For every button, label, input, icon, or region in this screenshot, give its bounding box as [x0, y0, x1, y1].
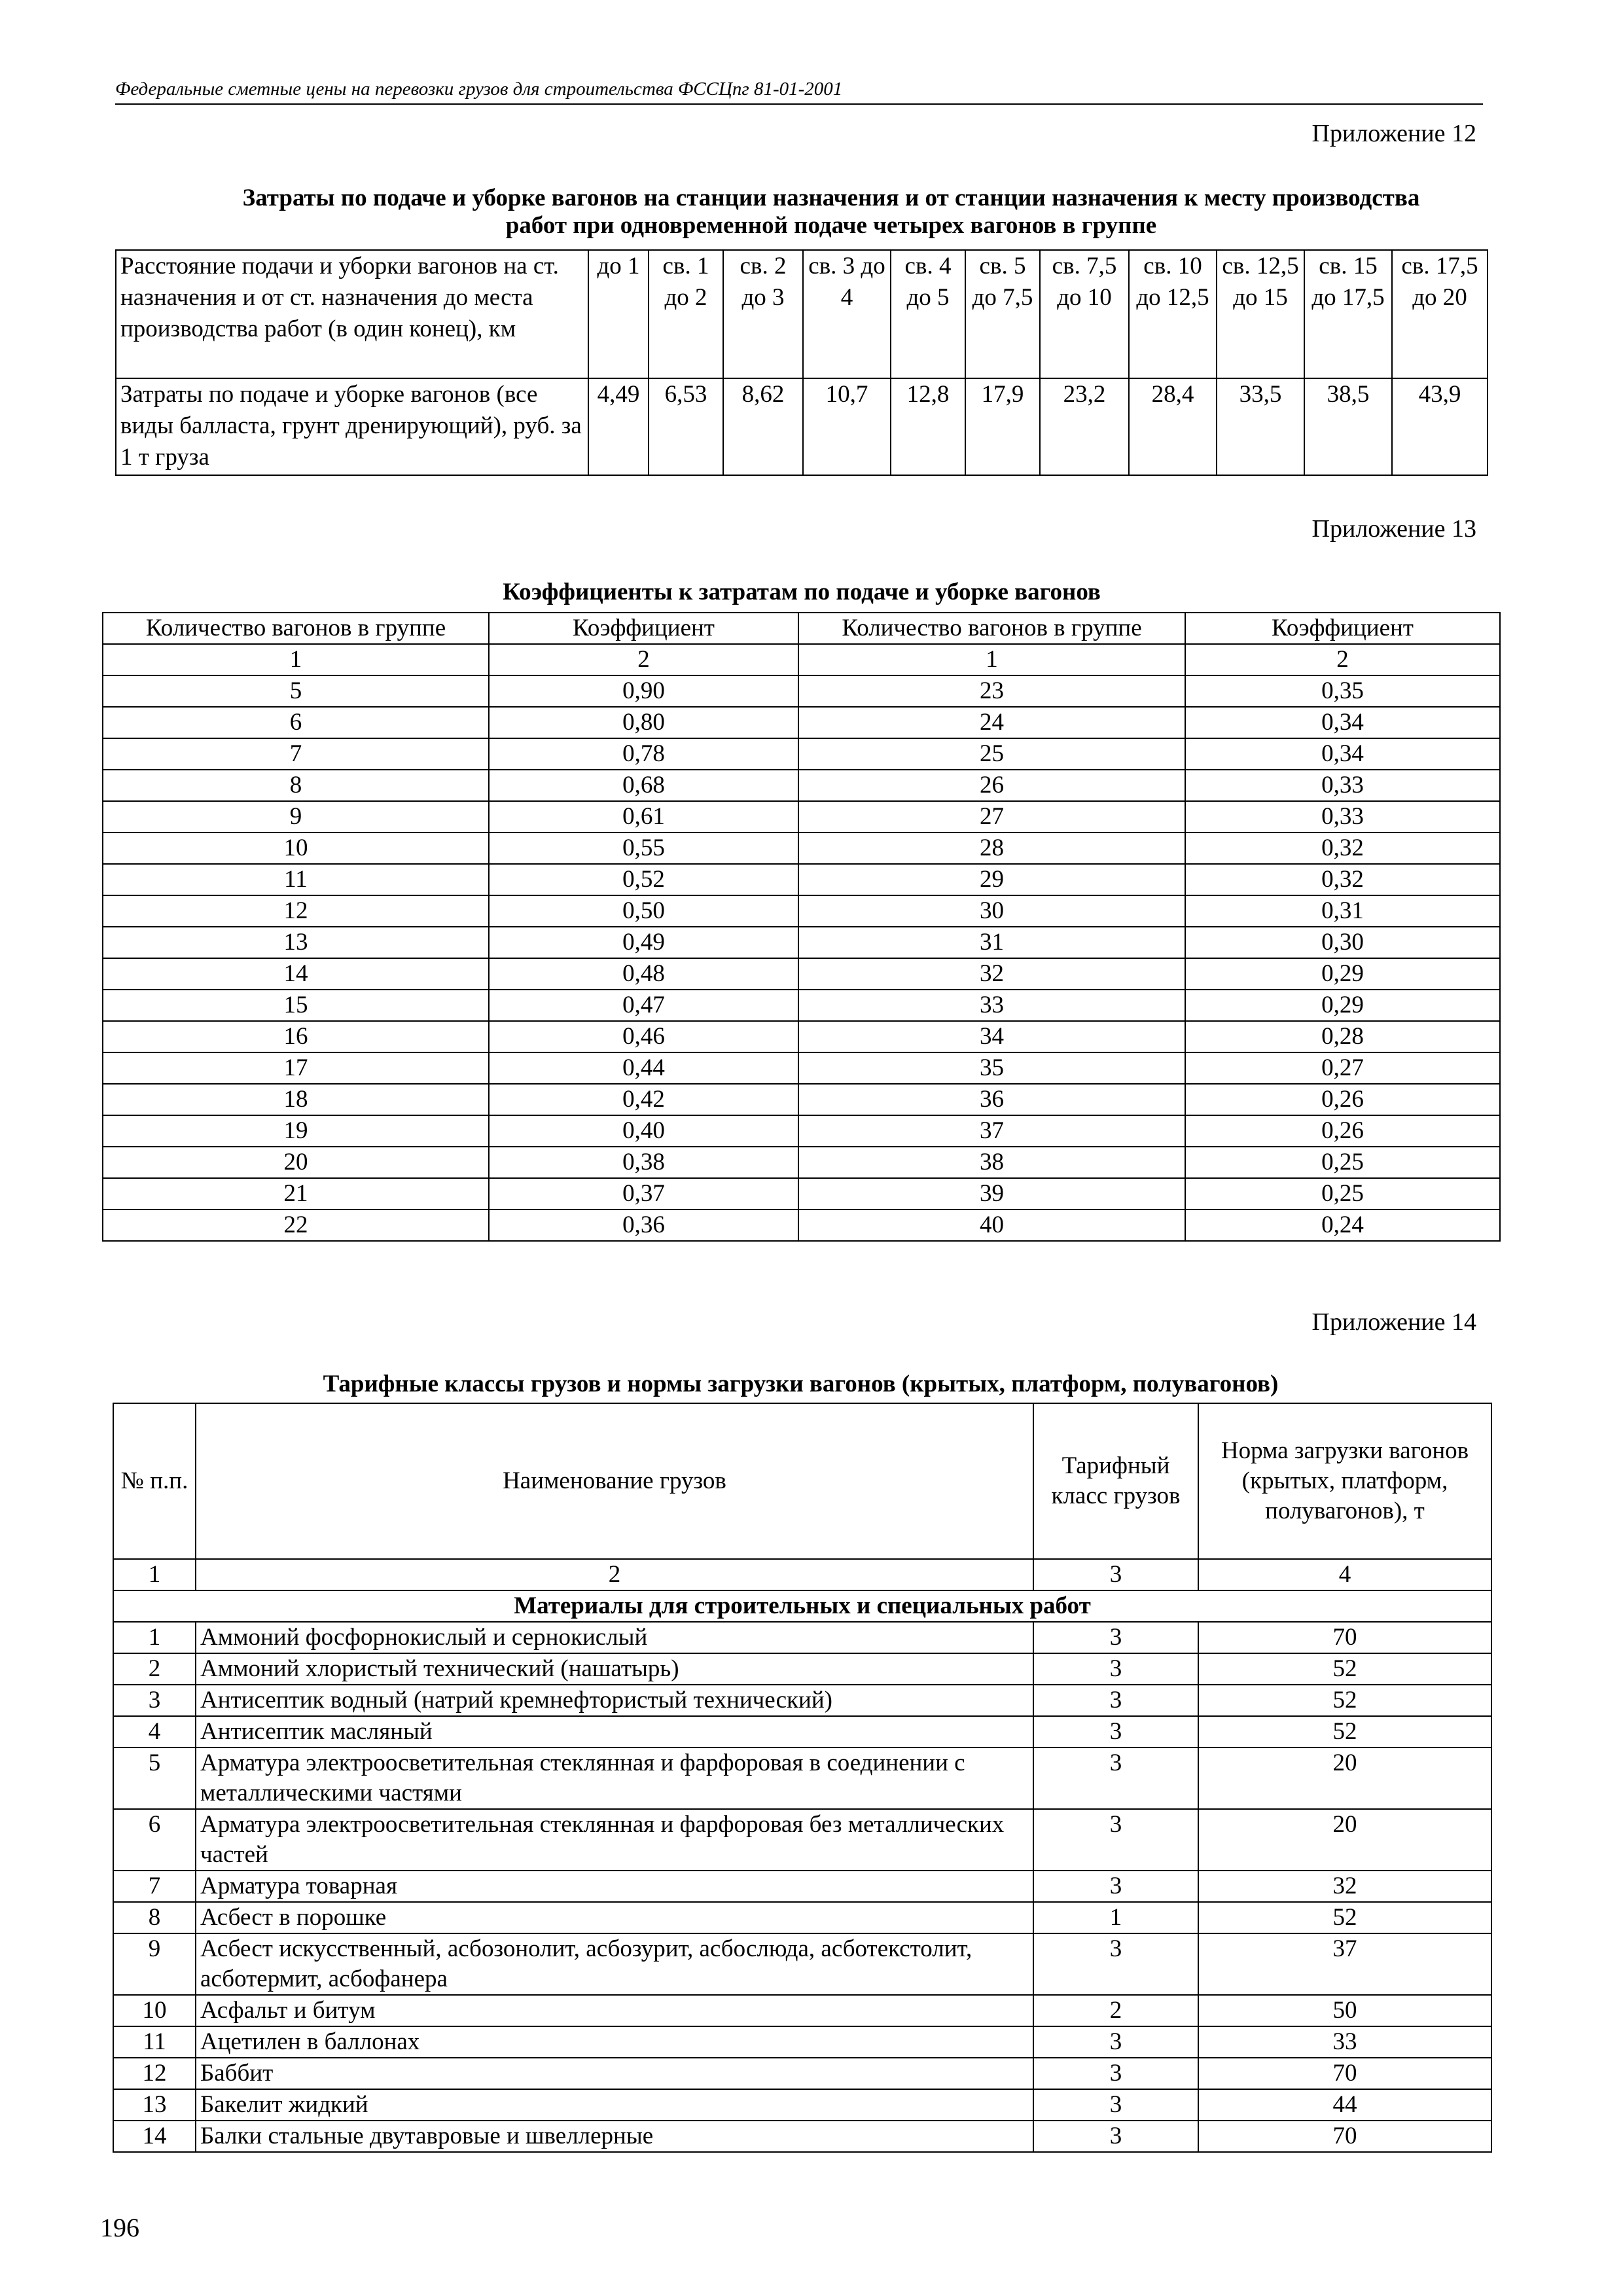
cargo-load-norm: 20 — [1198, 1748, 1491, 1809]
cargo-tariff-class: 3 — [1033, 1622, 1198, 1653]
distance-col: св. 1 до 2 — [649, 250, 723, 378]
cargo-load-norm: 52 — [1198, 1653, 1491, 1685]
coef-header-row — [103, 613, 1500, 644]
coef-row — [103, 675, 1500, 707]
distance-col: св. 7,5 до 10 — [1040, 250, 1129, 378]
coef-value: 0,36 — [489, 1210, 798, 1241]
coef-row — [103, 770, 1500, 801]
cargo-tariff-class: 3 — [1033, 1653, 1198, 1685]
coef-wagon-count: 21 — [103, 1178, 489, 1210]
cost-value: 17,9 — [965, 378, 1040, 475]
distance-col: св. 15 до 17,5 — [1304, 250, 1392, 378]
coef-value: 0,33 — [1185, 770, 1500, 801]
appendix-14-label: Приложение 14 — [1311, 1308, 1476, 1336]
cargo-row — [113, 1902, 1491, 1933]
cargo-tariff-class: 3 — [1033, 2089, 1198, 2121]
coef-wagon-count: 38 — [798, 1147, 1185, 1178]
cargo-tariff-class: 3 — [1033, 1685, 1198, 1716]
coef-wagon-count: 5 — [103, 675, 489, 707]
distance-col: до 1 — [588, 250, 649, 378]
cargo-name: Аммоний фосфорнокислый и сернокислый — [196, 1622, 1033, 1653]
coef-wagon-count: 29 — [798, 864, 1185, 895]
cargo-name: Аммоний хлористый технический (нашатырь) — [196, 1653, 1033, 1685]
coef-wagon-count: 28 — [798, 833, 1185, 864]
cargo-tariff-class: 3 — [1033, 1716, 1198, 1748]
cargo-name: Арматура электроосветительная стеклянная и фарфоровая без металлических частей — [196, 1809, 1033, 1871]
cargo-numbering-row — [113, 1559, 1491, 1590]
coef-value: 0,55 — [489, 833, 798, 864]
cargo-header-number: № п.п. — [113, 1403, 196, 1559]
coef-row — [103, 895, 1500, 927]
cargo-row — [113, 2089, 1491, 2121]
coef-value: 0,44 — [489, 1052, 798, 1084]
coef-header: Коэффициент — [1185, 613, 1500, 644]
coef-row — [103, 927, 1500, 958]
cost-label: Затраты по подаче и уборке вагонов (все виды балласта, грунт дренирующий), руб. за 1 т груза — [116, 378, 588, 475]
coef-value: 0,33 — [1185, 801, 1500, 833]
coef-value: 0,25 — [1185, 1147, 1500, 1178]
coef-wagon-count: 8 — [103, 770, 489, 801]
cargo-name: Арматура электроосветительная стеклянная и фарфоровая в соединении с металлическими частями — [196, 1748, 1033, 1809]
coef-wagon-count: 35 — [798, 1052, 1185, 1084]
coef-value: 0,40 — [489, 1115, 798, 1147]
coef-wagon-count: 36 — [798, 1084, 1185, 1115]
coef-value: 0,29 — [1185, 990, 1500, 1021]
coef-value: 0,90 — [489, 675, 798, 707]
cargo-tariff-class: 3 — [1033, 1933, 1198, 1995]
cargo-name: Асбест искусственный, асбозонолит, асбозурит, асбослюда, асботекстолит, асботермит, асбофанера — [196, 1933, 1033, 1995]
coef-wagon-count: 17 — [103, 1052, 489, 1084]
cargo-number: 9 — [113, 1933, 196, 1995]
cargo-row — [113, 2026, 1491, 2058]
cargo-col-number: 4 — [1198, 1559, 1491, 1590]
coef-wagon-count: 27 — [798, 801, 1185, 833]
coef-row — [103, 738, 1500, 770]
running-header: Федеральные сметные цены на перевозки грузов для строительства ФССЦпг 81-01-2001 — [115, 77, 1483, 105]
coef-value: 0,38 — [489, 1147, 798, 1178]
cargo-load-norm: 52 — [1198, 1716, 1491, 1748]
coef-rows — [103, 675, 1500, 1241]
coef-row — [103, 1147, 1500, 1178]
cargo-section-title: Материалы для строительных и специальных работ — [113, 1590, 1491, 1622]
distance-col: св. 4 до 5 — [891, 250, 965, 378]
coef-wagon-count: 15 — [103, 990, 489, 1021]
coef-row — [103, 801, 1500, 833]
distance-label: Расстояние подачи и уборки вагонов на ст. назначения и от ст. назначения до места производства работ (в один конец), км — [116, 250, 588, 378]
coef-wagon-count: 33 — [798, 990, 1185, 1021]
cargo-row — [113, 1748, 1491, 1809]
cargo-header-name: Наименование грузов — [196, 1403, 1033, 1559]
coef-value: 0,29 — [1185, 958, 1500, 990]
cargo-load-norm: 52 — [1198, 1902, 1491, 1933]
cargo-name: Асфальт и битум — [196, 1995, 1033, 2026]
cargo-name: Арматура товарная — [196, 1871, 1033, 1902]
coef-wagon-count: 22 — [103, 1210, 489, 1241]
coef-header: Коэффициент — [489, 613, 798, 644]
appendix-13-title: Коэффициенты к затратам по подаче и уборке вагонов — [503, 579, 1101, 605]
coef-wagon-count: 10 — [103, 833, 489, 864]
coef-wagon-count: 31 — [798, 927, 1185, 958]
distance-col: св. 2 до 3 — [723, 250, 803, 378]
cargo-name: Антисептик водный (натрий кремнефтористый технический) — [196, 1685, 1033, 1716]
cargo-number: 10 — [113, 1995, 196, 2026]
appendix-14-table — [113, 1403, 1492, 2153]
coef-value: 0,50 — [489, 895, 798, 927]
cargo-tariff-class: 3 — [1033, 1871, 1198, 1902]
coef-value: 0,78 — [489, 738, 798, 770]
cargo-number: 1 — [113, 1622, 196, 1653]
appendix-13-label: Приложение 13 — [1311, 515, 1476, 543]
coef-value: 0,35 — [1185, 675, 1500, 707]
cargo-load-norm: 20 — [1198, 1809, 1491, 1871]
coef-row — [103, 1178, 1500, 1210]
coef-wagon-count: 14 — [103, 958, 489, 990]
coef-col-number: 2 — [1185, 644, 1500, 675]
coef-value: 0,47 — [489, 990, 798, 1021]
appendix-12-title: Затраты по подаче и уборке вагонов на станции назначения и от станции назначения к месту производства работ при одновременной подаче четырех вагонов в группе — [242, 185, 1420, 239]
cargo-number: 14 — [113, 2121, 196, 2152]
coef-wagon-count: 12 — [103, 895, 489, 927]
coef-value: 0,26 — [1185, 1115, 1500, 1147]
coef-value: 0,52 — [489, 864, 798, 895]
cargo-name: Балки стальные двутавровые и швеллерные — [196, 2121, 1033, 2152]
cargo-load-norm: 70 — [1198, 2121, 1491, 2152]
cost-value: 10,7 — [803, 378, 891, 475]
cost-value: 23,2 — [1040, 378, 1129, 475]
cost-value: 4,49 — [588, 378, 649, 475]
cargo-name: Бакелит жидкий — [196, 2089, 1033, 2121]
appendix-12-label: Приложение 12 — [1311, 120, 1476, 147]
coef-numbering-row — [103, 644, 1500, 675]
cargo-load-norm: 52 — [1198, 1685, 1491, 1716]
coef-wagon-count: 13 — [103, 927, 489, 958]
coef-wagon-count: 11 — [103, 864, 489, 895]
coef-wagon-count: 37 — [798, 1115, 1185, 1147]
cargo-col-number: 3 — [1033, 1559, 1198, 1590]
cargo-number: 8 — [113, 1902, 196, 1933]
coef-wagon-count: 6 — [103, 707, 489, 738]
cargo-row — [113, 1622, 1491, 1653]
coef-value: 0,24 — [1185, 1210, 1500, 1241]
cost-value: 43,9 — [1392, 378, 1488, 475]
coef-wagon-count: 20 — [103, 1147, 489, 1178]
cargo-row — [113, 1995, 1491, 2026]
coef-wagon-count: 39 — [798, 1178, 1185, 1210]
distance-col: св. 17,5 до 20 — [1392, 250, 1488, 378]
cargo-header-norm: Норма загрузки вагонов (крытых, платформ, полувагонов), т — [1198, 1403, 1491, 1559]
page-number: 196 — [100, 2213, 139, 2242]
distance-col: св. 5 до 7,5 — [965, 250, 1040, 378]
coef-value: 0,26 — [1185, 1084, 1500, 1115]
cargo-name: Ацетилен в баллонах — [196, 2026, 1033, 2058]
cargo-col-number: 1 — [113, 1559, 196, 1590]
cargo-tariff-class: 1 — [1033, 1902, 1198, 1933]
cargo-load-norm: 44 — [1198, 2089, 1491, 2121]
cargo-number: 12 — [113, 2058, 196, 2089]
coef-row — [103, 833, 1500, 864]
cargo-col-number: 2 — [196, 1559, 1033, 1590]
coef-row — [103, 1115, 1500, 1147]
coef-value: 0,31 — [1185, 895, 1500, 927]
coef-value: 0,32 — [1185, 864, 1500, 895]
coef-value: 0,30 — [1185, 927, 1500, 958]
cargo-number: 3 — [113, 1685, 196, 1716]
coef-value: 0,48 — [489, 958, 798, 990]
cargo-number: 4 — [113, 1716, 196, 1748]
coef-value: 0,34 — [1185, 738, 1500, 770]
cargo-header-row — [113, 1403, 1491, 1559]
cargo-number: 2 — [113, 1653, 196, 1685]
coef-wagon-count: 23 — [798, 675, 1185, 707]
distance-row — [116, 250, 1488, 378]
coef-wagon-count: 16 — [103, 1021, 489, 1052]
coef-wagon-count: 26 — [798, 770, 1185, 801]
coef-wagon-count: 24 — [798, 707, 1185, 738]
coef-wagon-count: 34 — [798, 1021, 1185, 1052]
cargo-load-norm: 32 — [1198, 1871, 1491, 1902]
cost-value: 8,62 — [723, 378, 803, 475]
distance-col: св. 12,5 до 15 — [1217, 250, 1304, 378]
cargo-row — [113, 2058, 1491, 2089]
cargo-section-row — [113, 1590, 1491, 1622]
coef-wagon-count: 18 — [103, 1084, 489, 1115]
coef-wagon-count: 30 — [798, 895, 1185, 927]
cargo-rows — [113, 1622, 1491, 2152]
cargo-load-norm: 70 — [1198, 1622, 1491, 1653]
coef-wagon-count: 25 — [798, 738, 1185, 770]
coef-row — [103, 864, 1500, 895]
cost-row — [116, 378, 1488, 475]
cargo-number: 6 — [113, 1809, 196, 1871]
cargo-header-class: Тарифный класс грузов — [1033, 1403, 1198, 1559]
cargo-tariff-class: 3 — [1033, 1748, 1198, 1809]
coef-row — [103, 707, 1500, 738]
coef-value: 0,68 — [489, 770, 798, 801]
distance-col: св. 10 до 12,5 — [1129, 250, 1217, 378]
cost-value: 12,8 — [891, 378, 965, 475]
coef-value: 0,42 — [489, 1084, 798, 1115]
coef-value: 0,80 — [489, 707, 798, 738]
cargo-row — [113, 1716, 1491, 1748]
coef-row — [103, 958, 1500, 990]
coef-row — [103, 1021, 1500, 1052]
coef-wagon-count: 40 — [798, 1210, 1185, 1241]
coef-row — [103, 1210, 1500, 1241]
cost-value: 38,5 — [1304, 378, 1392, 475]
distance-col: св. 3 до 4 — [803, 250, 891, 378]
coef-value: 0,32 — [1185, 833, 1500, 864]
appendix-12-table — [115, 249, 1488, 476]
coef-value: 0,25 — [1185, 1178, 1500, 1210]
coef-wagon-count: 7 — [103, 738, 489, 770]
cargo-load-norm: 70 — [1198, 2058, 1491, 2089]
coef-wagon-count: 32 — [798, 958, 1185, 990]
coef-col-number: 1 — [103, 644, 489, 675]
coef-value: 0,34 — [1185, 707, 1500, 738]
cargo-tariff-class: 3 — [1033, 2026, 1198, 2058]
cargo-load-norm: 37 — [1198, 1933, 1491, 1995]
cargo-row — [113, 1685, 1491, 1716]
coef-header: Количество вагонов в группе — [798, 613, 1185, 644]
coef-wagon-count: 9 — [103, 801, 489, 833]
coef-row — [103, 990, 1500, 1021]
coef-value: 0,28 — [1185, 1021, 1500, 1052]
cargo-name: Баббит — [196, 2058, 1033, 2089]
coef-header: Количество вагонов в группе — [103, 613, 489, 644]
cargo-number: 5 — [113, 1748, 196, 1809]
cargo-tariff-class: 2 — [1033, 1995, 1198, 2026]
cargo-row — [113, 1809, 1491, 1871]
cargo-tariff-class: 3 — [1033, 2058, 1198, 2089]
coef-row — [103, 1052, 1500, 1084]
cost-value: 28,4 — [1129, 378, 1217, 475]
cargo-number: 11 — [113, 2026, 196, 2058]
coef-col-number: 1 — [798, 644, 1185, 675]
cargo-row — [113, 2121, 1491, 2152]
cargo-row — [113, 1653, 1491, 1685]
coef-col-number: 2 — [489, 644, 798, 675]
cargo-tariff-class: 3 — [1033, 2121, 1198, 2152]
coef-wagon-count: 19 — [103, 1115, 489, 1147]
cargo-name: Асбест в порошке — [196, 1902, 1033, 1933]
cargo-number: 7 — [113, 1871, 196, 1902]
coef-value: 0,27 — [1185, 1052, 1500, 1084]
cargo-load-norm: 33 — [1198, 2026, 1491, 2058]
coef-value: 0,49 — [489, 927, 798, 958]
appendix-14-title: Тарифные классы грузов и нормы загрузки вагонов (крытых, платформ, полувагонов) — [323, 1371, 1279, 1397]
cargo-row — [113, 1871, 1491, 1902]
coef-value: 0,61 — [489, 801, 798, 833]
cost-value: 33,5 — [1217, 378, 1304, 475]
cargo-name: Антисептик масляный — [196, 1716, 1033, 1748]
cargo-tariff-class: 3 — [1033, 1809, 1198, 1871]
cost-value: 6,53 — [649, 378, 723, 475]
cargo-row — [113, 1933, 1491, 1995]
coef-row — [103, 1084, 1500, 1115]
appendix-13-table — [102, 612, 1501, 1242]
coef-value: 0,46 — [489, 1021, 798, 1052]
coef-value: 0,37 — [489, 1178, 798, 1210]
cargo-load-norm: 50 — [1198, 1995, 1491, 2026]
cargo-number: 13 — [113, 2089, 196, 2121]
